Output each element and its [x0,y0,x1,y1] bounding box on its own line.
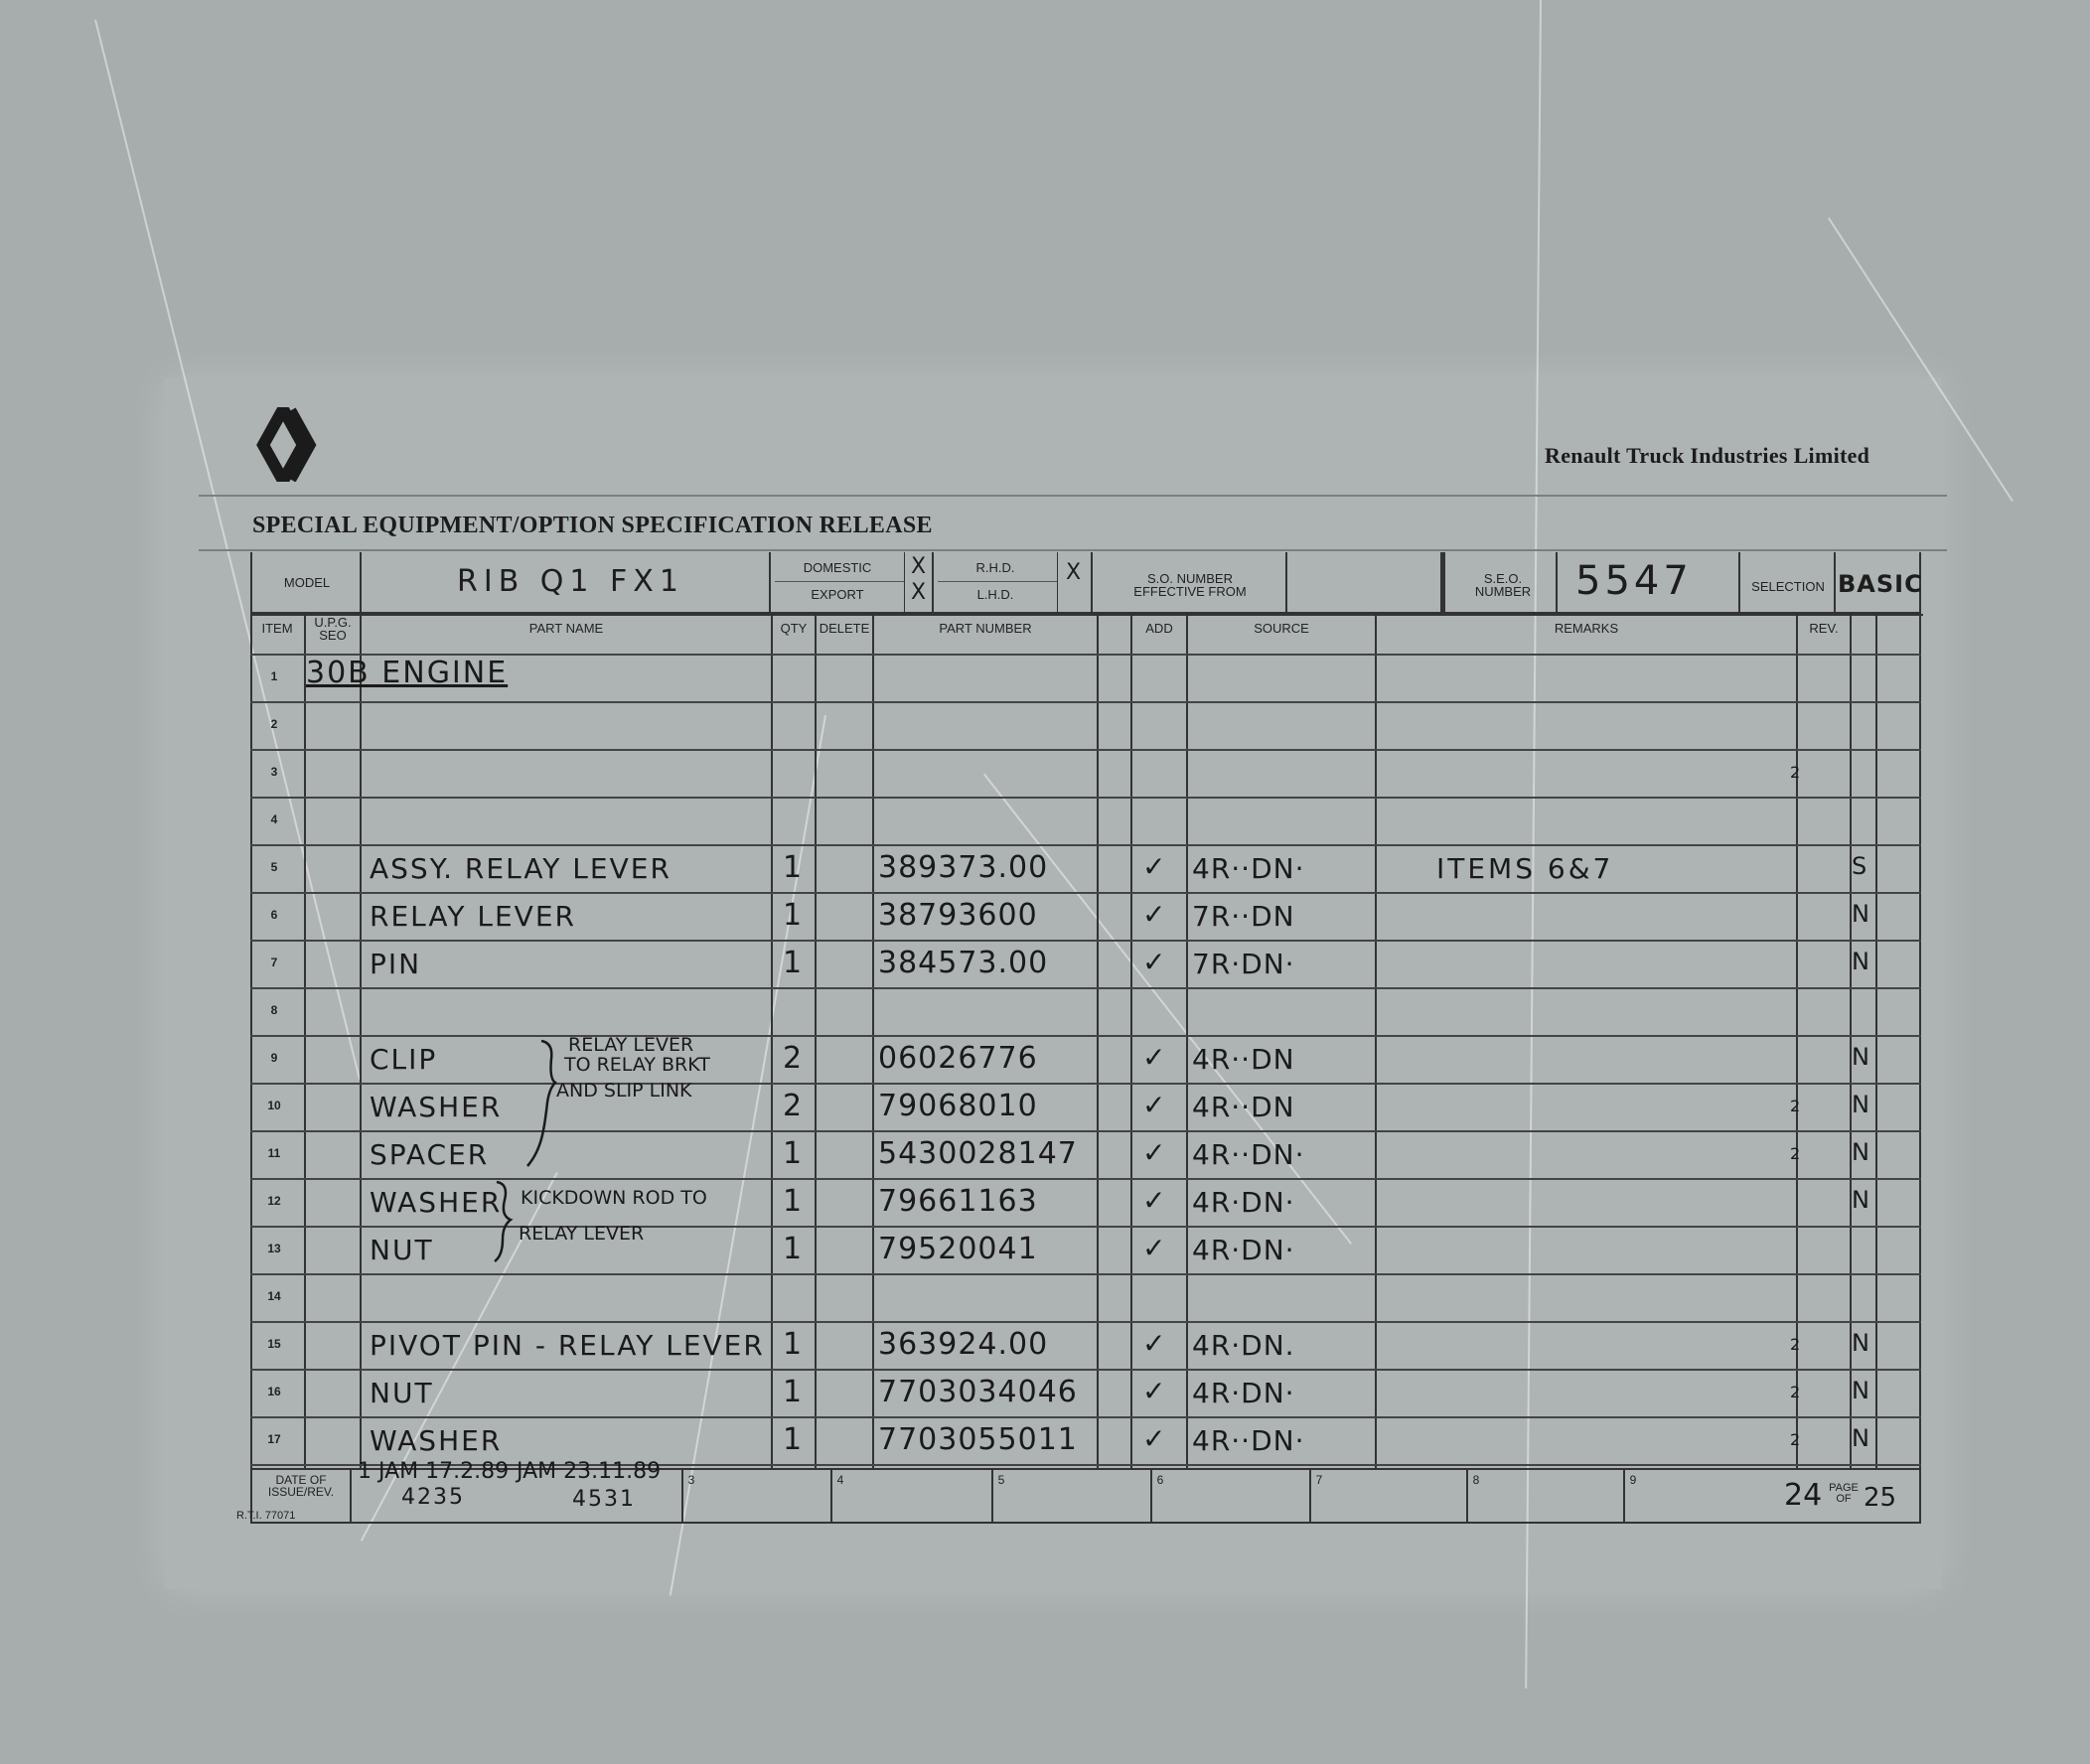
column-line [1375,614,1377,1468]
column-line [681,1468,683,1524]
row-divider [250,749,1921,751]
revision-slot-number: 9 [1629,1473,1637,1487]
row-item-number: 10 [267,1099,281,1112]
row-divider [250,987,1921,989]
row-divider [250,1321,1921,1323]
column-line [304,614,306,1468]
part-number: 79661163 [878,1184,1038,1219]
part-name: ASSY. RELAY LEVER [370,852,672,885]
selection-label: SELECTION [1751,579,1825,594]
source-value: 4R··DN· [1192,1138,1305,1171]
qty-value: 1 [783,1184,805,1219]
qty-value: 1 [783,1327,805,1362]
row-divider [250,701,1921,703]
column-line [1309,1468,1311,1524]
row-divider [250,1416,1921,1418]
company-name: Renault Truck Industries Limited [1545,443,1870,468]
row-item-number: 6 [270,908,278,922]
add-check: ✓ [1142,1041,1168,1074]
row-item-number: 15 [267,1337,281,1351]
source-value: 4R··DN· [1192,852,1305,885]
col-header-delete: DELETE [819,621,870,636]
row-item-number: 11 [267,1146,281,1160]
column-line [360,614,362,1468]
column-line [1186,614,1188,1468]
flag-value: N [1852,1424,1869,1452]
rhd-lhd-checkbox [1057,552,1093,614]
add-check: ✓ [1142,1375,1168,1407]
flag-value: N [1852,1043,1869,1071]
part-number: 7703055011 [878,1422,1078,1457]
flag-value: N [1852,900,1869,928]
column-line [1919,1468,1921,1524]
row-item-number: 1 [270,669,278,683]
part-number: 389373.00 [878,850,1049,885]
revision-slot-number: 3 [687,1473,695,1487]
add-check: ✓ [1142,1422,1168,1455]
renault-logo-icon [253,407,323,482]
qty-value: 1 [783,1136,805,1171]
row-item-number: 9 [270,1051,278,1065]
seo-number-value-cell [1558,552,1740,614]
row-divider [250,1273,1921,1275]
column-line [1150,1468,1152,1524]
divider [775,581,904,582]
row-item-number: 12 [267,1194,281,1208]
col-header-part-name: PART NAME [528,621,604,636]
divider [199,495,1947,497]
column-line [1097,614,1099,1468]
flag-value: N [1852,1138,1869,1166]
add-check: ✓ [1142,1089,1168,1121]
row-item-number: 2 [270,717,278,731]
part-name: PIVOT PIN - RELAY LEVER [370,1329,765,1362]
part-name: NUT [370,1234,434,1266]
rhd-label: R.H.D. [975,560,1015,575]
row-divider [250,1083,1921,1085]
revision-slot-number: 5 [997,1473,1005,1487]
page-of-label: OF [1836,1493,1852,1505]
source-value: 4R··DN [1192,1043,1295,1076]
part-number: 79520041 [878,1232,1038,1266]
part-name: CLIP [370,1043,438,1076]
part-name: SPACER [370,1138,490,1171]
col-header-qty: QTY [780,621,808,636]
qty-value: 2 [783,1089,805,1123]
qty-value: 1 [783,1422,805,1457]
so-number-cell [1093,552,1287,614]
domestic-export-cell [771,552,904,614]
brace-icon [522,1033,581,1172]
export-mark: X [911,580,927,605]
export-label: EXPORT [811,587,864,602]
column-line [991,1468,993,1524]
row-divider [250,1369,1921,1371]
model-value-cell [362,552,771,614]
col-header-source: SOURCE [1254,621,1309,636]
column-line [350,1468,352,1524]
flag-value: N [1852,1377,1869,1404]
col-header-item: ITEM [261,621,293,636]
flag-value: S [1852,852,1867,880]
add-check: ✓ [1142,1327,1168,1360]
add-check: ✓ [1142,850,1168,883]
row-divider [250,844,1921,846]
revision-slot-number: 6 [1156,1473,1164,1487]
row-divider [250,892,1921,894]
revision-1-code: 4235 [401,1485,465,1510]
part-number: 363924.00 [878,1327,1049,1362]
add-check: ✓ [1142,1232,1168,1264]
qty-value: 1 [783,946,805,980]
bracket-note: KICKDOWN ROD TO [521,1187,707,1209]
col-header-add: ADD [1145,621,1173,636]
rev-value: 2 [1790,1430,1801,1449]
row-item-number: 16 [267,1385,281,1398]
flag-value: N [1852,1329,1869,1357]
revision-slot-number: 7 [1315,1473,1323,1487]
part-name: WASHER [370,1186,503,1219]
page-label: PAGE [1829,1482,1859,1494]
part-name: WASHER [370,1424,503,1457]
form-title: SPECIAL EQUIPMENT/OPTION SPECIFICATION RELEASE [252,513,933,538]
bracket-note: RELAY LEVER [519,1223,645,1245]
source-value: 4R·DN· [1192,1234,1295,1266]
seo-number-label-cell [1442,552,1558,614]
row-divider [250,797,1921,799]
source-value: 4R··DN [1192,1091,1295,1123]
effective-from-label: EFFECTIVE FROM [1133,584,1247,599]
column-line [1623,1468,1625,1524]
rev-value: 2 [1790,1144,1801,1163]
source-value: 4R·DN· [1192,1186,1295,1219]
so-number-label: S.O. NUMBER [1147,571,1233,586]
model-label: MODEL [283,575,331,590]
revision-slot-number: 8 [1472,1473,1480,1487]
column-line [1919,614,1921,1468]
rhd-mark: X [1066,560,1082,585]
revision-slot-number: 4 [836,1473,844,1487]
flag-value: N [1852,1091,1869,1118]
selection-value: BASIC [1838,570,1923,598]
rev-value: 2 [1790,763,1801,782]
row-item-number: 8 [270,1003,278,1017]
selection-label-cell [1740,552,1836,614]
seo-number-label: NUMBER [1474,584,1532,599]
page-number: 24 [1784,1478,1823,1513]
part-number: 5430028147 [878,1136,1078,1171]
bracket-note: RELAY LEVER [568,1034,694,1056]
part-name: NUT [370,1377,434,1409]
brace-icon [491,1176,521,1265]
row-divider [250,1035,1921,1037]
row-item-number: 7 [270,956,278,969]
column-line [815,614,817,1468]
qty-value: 1 [783,1232,805,1266]
revision-2-date: JAM 23.11.89 [517,1459,662,1484]
qty-value: 1 [783,850,805,885]
part-name: PIN [370,948,422,980]
flag-value: N [1852,1186,1869,1214]
add-check: ✓ [1142,1136,1168,1169]
date-issue-label: ISSUE/REV. [267,1485,335,1499]
col-header-part-number: PART NUMBER [939,621,1032,636]
part-number: 79068010 [878,1089,1038,1123]
model-label-cell [250,552,362,614]
col-header-rev: REV. [1809,621,1839,636]
rev-value: 2 [1790,1335,1801,1354]
add-check: ✓ [1142,1184,1168,1217]
col-header-remarks: REMARKS [1554,621,1619,636]
add-check: ✓ [1142,898,1168,931]
column-line [872,614,874,1468]
part-number: 7703034046 [878,1375,1078,1409]
source-value: 4R··DN· [1192,1424,1305,1457]
lhd-label: L.H.D. [976,587,1014,602]
bracket-note: TO RELAY BRKT [564,1054,710,1076]
column-line [771,614,773,1468]
remarks-value: ITEMS 6&7 [1436,852,1614,885]
selection-value-cell [1836,552,1921,614]
source-value: 7R··DN [1192,900,1295,933]
row-item-number: 5 [270,860,278,874]
page-total: 25 [1864,1483,1897,1513]
row-divider [250,940,1921,942]
row-item-number: 14 [267,1289,281,1303]
part-name: RELAY LEVER [370,900,576,933]
domestic-export-checkbox [904,552,934,614]
part-number: 06026776 [878,1041,1038,1076]
rhd-lhd-cell [934,552,1057,614]
divider [938,581,1057,582]
source-value: 4R·DN· [1192,1377,1295,1409]
add-check: ✓ [1142,946,1168,978]
domestic-mark: X [911,554,927,579]
form-reference: R.T.I. 77071 [236,1510,296,1522]
model-value: RIB Q1 FX1 [457,564,684,599]
bracket-note: AND SLIP LINK [556,1080,692,1102]
part-number: 38793600 [878,898,1038,933]
qty-value: 1 [783,898,805,933]
rev-value: 2 [1790,1097,1801,1115]
source-value: 7R·DN· [1192,948,1295,980]
col-header-upg: U.P.G. [314,615,352,630]
seo-number-value: 5547 [1575,558,1693,604]
flag-value: N [1852,948,1869,975]
row-item-number: 17 [267,1432,281,1446]
seo-number-label: S.E.O. [1483,571,1523,586]
column-line [1466,1468,1468,1524]
qty-value: 2 [783,1041,805,1076]
revision-2-code: 4531 [572,1487,636,1512]
qty-value: 1 [783,1375,805,1409]
row-item-number: 13 [267,1242,281,1255]
divider [199,549,1947,551]
row-item-number: 4 [270,812,278,826]
revision-1-date: 1 JAM 17.2.89 [358,1459,510,1484]
date-issue-label: DATE OF [275,1473,327,1487]
column-line [1130,614,1132,1468]
part-number: 384573.00 [878,946,1049,980]
row-divider [250,1130,1921,1132]
so-number-value-cell [1287,552,1442,614]
col-header-seo: SEO [319,628,347,643]
source-value: 4R·DN. [1192,1329,1295,1362]
footer-bottom-rule [250,1522,1921,1524]
column-line [830,1468,832,1524]
row-item-number: 3 [270,765,278,779]
domestic-label: DOMESTIC [803,560,872,575]
part-name: WASHER [370,1091,503,1123]
column-line [1875,614,1877,1468]
section-heading: 30B ENGINE [306,656,509,690]
rev-value: 2 [1790,1383,1801,1401]
